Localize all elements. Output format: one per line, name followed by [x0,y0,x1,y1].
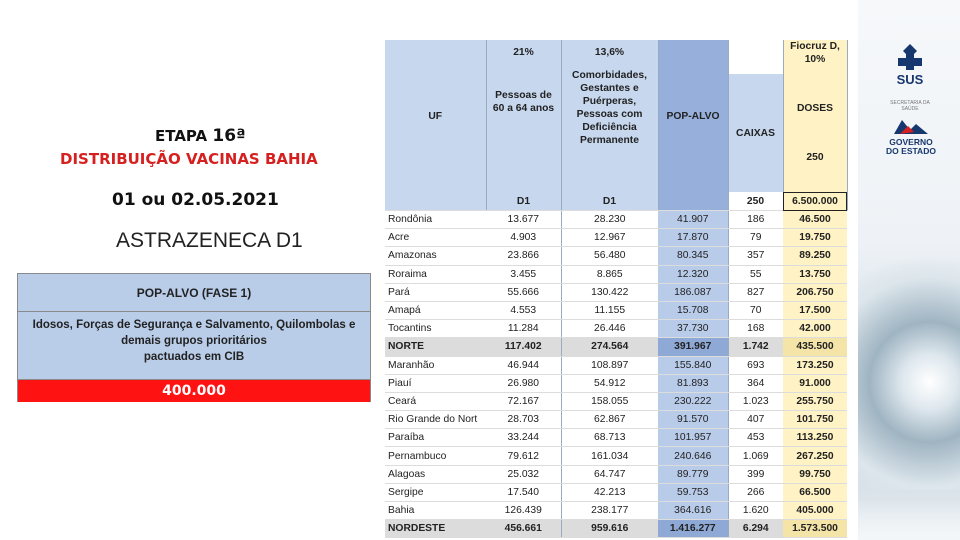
government-logo-icon [890,116,932,136]
comorbidities-cell: 62.867 [561,411,658,429]
pop-alvo-cell: 155.840 [658,356,728,374]
distribution-table [385,40,848,538]
target-population-value: 400.000 [18,380,370,402]
table-row [385,265,847,283]
pop-alvo-cell: 37.730 [658,320,728,338]
uf-cell: Pernambuco [385,447,486,465]
age-60-64-cell: 456.661 [486,520,561,538]
pop-alvo-cell: 186.087 [658,283,728,301]
header-caixas: CAIXAS [728,74,783,192]
description-line-3: pactuados em CIB [143,351,245,363]
caixas-cell: 1.742 [728,338,783,356]
age-60-64-cell: 25.032 [486,465,561,483]
pop-alvo-cell: 364.616 [658,502,728,520]
caixas-cell: 453 [728,429,783,447]
table-row [385,211,847,229]
uf-cell: Rio Grande do Nort [385,411,486,429]
comorbidities-cell: 68.713 [561,429,658,447]
header-caixas-blank [728,40,783,74]
sus-text: SUS [896,72,924,87]
doses-cell: 435.500 [783,338,847,356]
pop-alvo-cell: 15.708 [658,301,728,319]
doses-cell: 17.500 [783,301,847,319]
doses-cell: 99.750 [783,465,847,483]
table-row [385,247,847,265]
comorbidities-cell: 8.865 [561,265,658,283]
uf-cell: Amazonas [385,247,486,265]
comorbidities-cell: 26.446 [561,320,658,338]
date-label: 01 ou 02.05.2021 [112,190,279,210]
table-row [385,229,847,247]
target-population-box [17,273,371,402]
age-60-64-cell: 55.666 [486,283,561,301]
pop-alvo-cell: 41.907 [658,211,728,229]
health-secretariat-tag: SECRETARIA DA SAÚDE [890,100,930,112]
uf-cell: Pará [385,283,486,301]
caixas-cell: 70 [728,301,783,319]
pop-alvo-cell: 80.345 [658,247,728,265]
table-row [385,356,847,374]
band-fade [858,500,960,540]
uf-cell: Ceará [385,392,486,410]
target-population-description [18,312,370,380]
table-row [385,392,847,410]
uf-cell: Sergipe [385,483,486,501]
pop-alvo-cell: 12.320 [658,265,728,283]
doses-cell: 405.000 [783,502,847,520]
caixas-cell: 55 [728,265,783,283]
government-line-1: GOVERNO [889,137,933,147]
uf-cell: Tocantins [385,320,486,338]
stage-title [155,126,246,146]
pop-alvo-cell: 230.222 [658,392,728,410]
comorbidities-cell: 108.897 [561,356,658,374]
doses-cell: 113.250 [783,429,847,447]
pop-alvo-cell: 91.570 [658,411,728,429]
caixas-cell: 79 [728,229,783,247]
sus-logo-icon [890,42,930,88]
age-60-64-cell: 13.677 [486,211,561,229]
table-row [385,283,847,301]
header-doses [783,74,847,192]
uf-cell: Piauí [385,374,486,392]
header-pop-alvo: POP-ALVO [658,40,728,192]
age-60-64-cell: 79.612 [486,447,561,465]
comorbidities-cell: 12.967 [561,229,658,247]
uf-cell: Paraíba [385,429,486,447]
age-60-64-cell: 23.866 [486,247,561,265]
age-60-64-cell: 126.439 [486,502,561,520]
caixas-cell: 1.023 [728,392,783,410]
comorbidities-cell: 130.422 [561,283,658,301]
caixas-cell: 399 [728,465,783,483]
government-text [876,138,946,156]
doses-cell: 42.000 [783,320,847,338]
header-doses-per-box: 250 [806,152,824,163]
caixas-cell: 1.620 [728,502,783,520]
caixas-cell: 693 [728,356,783,374]
uf-cell: Roraima [385,265,486,283]
age-60-64-cell: 3.455 [486,265,561,283]
comorbidities-cell: 56.480 [561,247,658,265]
doses-cell: 13.750 [783,265,847,283]
uf-cell: Maranhão [385,356,486,374]
age-60-64-cell: 46.944 [486,356,561,374]
table-row [385,465,847,483]
age-60-64-cell: 26.980 [486,374,561,392]
caixas-cell: 407 [728,411,783,429]
stage-number: 16ª [212,126,246,146]
header-doses-total: 6.500.000 [783,192,847,211]
age-60-64-cell: 11.284 [486,320,561,338]
comorbidities-cell: 64.747 [561,465,658,483]
header-comorbidities [561,40,658,192]
table-row [385,338,847,356]
description-line-1: Idosos, Forças de Segurança e Salvamento, Quilombolas e [32,319,356,331]
comorbidities-cell: 158.055 [561,392,658,410]
doses-cell: 46.500 [783,211,847,229]
government-line-2: DO ESTADO [886,146,936,156]
doses-cell: 255.750 [783,392,847,410]
header-age-desc: Pessoas de 60 a 64 anos [492,90,555,114]
header-doses-label: DOSES [796,103,834,114]
pop-alvo-cell: 81.893 [658,374,728,392]
uf-cell: Amapá [385,301,486,319]
header-d1-age: D1 [486,192,561,211]
age-60-64-cell: 4.553 [486,301,561,319]
caixas-cell: 827 [728,283,783,301]
caixas-cell: 266 [728,483,783,501]
uf-cell: Bahia [385,502,486,520]
doses-cell: 19.750 [783,229,847,247]
header-uf: UF [385,40,486,192]
target-population-header: POP-ALVO (FASE 1) [18,274,370,312]
age-60-64-cell: 4.903 [486,229,561,247]
age-60-64-cell: 17.540 [486,483,561,501]
pop-alvo-cell: 1.416.277 [658,520,728,538]
table-row [385,447,847,465]
comorbidities-cell: 42.213 [561,483,658,501]
header-age-60-64 [486,40,561,192]
comorbidities-cell: 959.616 [561,520,658,538]
uf-cell: Rondônia [385,211,486,229]
age-60-64-cell: 72.167 [486,392,561,410]
table-body [385,211,847,538]
table-row [385,411,847,429]
table-row [385,483,847,501]
doses-cell: 91.000 [783,374,847,392]
vaccine-label: ASTRAZENECA D1 [116,229,303,252]
doses-cell: 1.573.500 [783,520,847,538]
doses-cell: 206.750 [783,283,847,301]
table-row [385,520,847,538]
caixas-cell: 6.294 [728,520,783,538]
table-row [385,374,847,392]
header-d1-com: D1 [561,192,658,211]
comorbidities-cell: 11.155 [561,301,658,319]
caixas-cell: 1.069 [728,447,783,465]
uf-cell: Alagoas [385,465,486,483]
uf-cell: Acre [385,229,486,247]
uf-cell: NORDESTE [385,520,486,538]
doses-cell: 267.250 [783,447,847,465]
age-60-64-cell: 117.402 [486,338,561,356]
header-caixas-unit: 250 [728,192,783,211]
pop-alvo-cell: 59.753 [658,483,728,501]
pop-alvo-cell: 101.957 [658,429,728,447]
age-60-64-cell: 33.244 [486,429,561,447]
uf-cell: NORTE [385,338,486,356]
comorbidities-cell: 28.230 [561,211,658,229]
caixas-cell: 357 [728,247,783,265]
distribution-title: DISTRIBUIÇÃO VACINAS BAHIA [60,150,318,168]
header-com-pct: 13,6% [594,47,625,58]
doses-cell: 173.250 [783,356,847,374]
header-fiocruz: Fiocruz D, 10% [783,40,847,74]
pop-alvo-cell: 89.779 [658,465,728,483]
doses-cell: 66.500 [783,483,847,501]
table-row [385,429,847,447]
table-row [385,502,847,520]
age-60-64-cell: 28.703 [486,411,561,429]
header-d1-pop [658,192,728,211]
description-line-2: demais grupos prioritários [121,335,267,347]
header-age-pct: 21% [513,47,534,58]
header-com-desc: Comorbidades, Gestantes e Puérperas, Pessoas com Deficiência Permanente [572,70,647,146]
comorbidities-cell: 161.034 [561,447,658,465]
caixas-cell: 168 [728,320,783,338]
vaccine-photo [858,250,960,490]
comorbidities-cell: 238.177 [561,502,658,520]
pop-alvo-cell: 391.967 [658,338,728,356]
comorbidities-cell: 54.912 [561,374,658,392]
comorbidities-cell: 274.564 [561,338,658,356]
doses-cell: 101.750 [783,411,847,429]
doses-cell: 89.250 [783,247,847,265]
caixas-cell: 186 [728,211,783,229]
header-d1-blank [385,192,486,211]
table-row [385,301,847,319]
table-row [385,320,847,338]
pop-alvo-cell: 17.870 [658,229,728,247]
pop-alvo-cell: 240.646 [658,447,728,465]
caixas-cell: 364 [728,374,783,392]
stage-prefix: ETAPA [155,127,208,145]
